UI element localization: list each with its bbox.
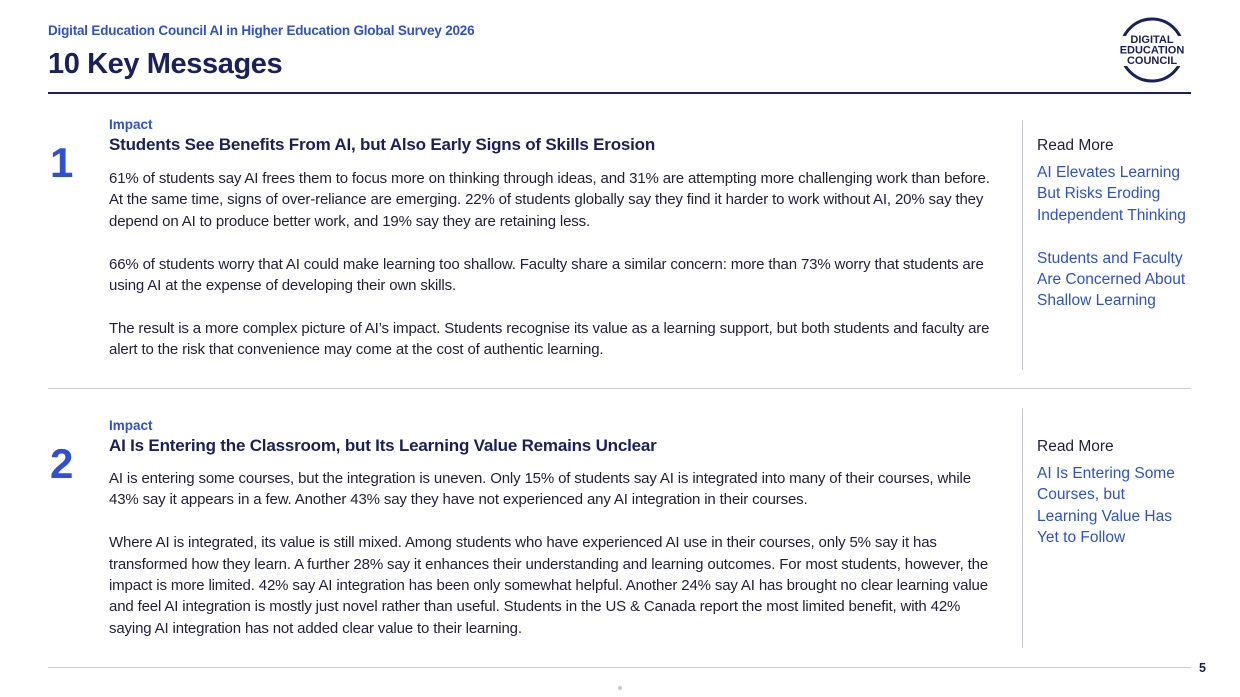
read-more-label: Read More xyxy=(1037,137,1114,154)
read-more-link[interactable]: AI Elevates Learning But Risks Eroding Independent Thinking xyxy=(1037,164,1186,224)
digital-education-council-logo xyxy=(1114,16,1190,84)
survey-title: Digital Education Council AI in Higher Education Global Survey 2026 xyxy=(48,23,475,38)
svg-text:DIGITAL: DIGITAL xyxy=(1130,34,1174,46)
body-paragraph: 61% of students say AI frees them to focus more on thinking through ideas, and 31% are attempting more challenging work than before. At the same time, signs of over-reliance are emerging. 22% of students globally say they find it harder to work without AI, 20% say they depend on AI to produce better work, and 19% say they are retaining less. xyxy=(109,170,990,230)
svg-text:EDUCATION: EDUCATION xyxy=(1119,44,1185,57)
body-paragraph: 66% of students worry that AI could make learning too shallow. Faculty share a similar concern: more than 73% worry that students are using AI at the expense of developing their own skills. xyxy=(109,255,984,295)
body-paragraph: Where AI is integrated, its value is still mixed. Among students who have experienced AI use in their courses, only 5% say it has transformed how they learn. A further 28% say it enhances their understanding and learning outcomes. For most students, however, the impact is more limited. 42% say AI integration has been only somewhat helpful. Another 24% say AI has brought no clear learning value and feel AI integration is mostly just novel rather than useful. Students in the US & Canada report the most limited benefit, with 42% saying AI integration has not added clear value to their learning. xyxy=(109,534,989,637)
section-divider xyxy=(48,388,1191,389)
section-eyebrow: Impact xyxy=(109,117,153,132)
section-body xyxy=(109,468,1004,639)
section-number: 1 xyxy=(50,139,74,186)
read-more-links xyxy=(1037,162,1187,312)
svg-text:COUNCIL: COUNCIL xyxy=(1126,55,1178,67)
page-indicator-dot xyxy=(618,686,622,690)
section-heading: Students See Benefits From AI, but Also Early Signs of Skills Erosion xyxy=(109,135,656,154)
sidebar-divider xyxy=(1022,120,1023,370)
body-paragraph: AI is entering some courses, but the integration is uneven. Only 15% of students say AI is integrated into many of their courses, while 43% say it appears in a few. Another 43% say they have not experienced any AI integration in their courses. xyxy=(109,470,971,509)
footer-divider xyxy=(48,667,1191,668)
read-more-label: Read More xyxy=(1037,438,1114,455)
read-more-link[interactable]: AI Is Entering Some Courses, but Learning Value Has Yet to Follow xyxy=(1037,465,1175,547)
section-eyebrow: Impact xyxy=(109,418,153,433)
section-body xyxy=(109,168,1004,361)
read-more-link[interactable]: Students and Faculty Are Concerned About Shallow Learning xyxy=(1037,249,1186,310)
sidebar-divider xyxy=(1022,408,1023,648)
page-title: 10 Key Messages xyxy=(48,48,283,80)
header-divider xyxy=(48,92,1191,94)
section-heading: AI Is Entering the Classroom, but Its Learning Value Remains Unclear xyxy=(109,436,657,455)
read-more-links xyxy=(1037,463,1187,549)
section-number: 2 xyxy=(50,440,74,487)
page-number: 5 xyxy=(1199,661,1206,675)
body-paragraph: The result is a more complex picture of AI’s impact. Students recognise its value as a learning support, but both students and faculty are alert to the risk that convenience may come at the cost of authentic learning. xyxy=(109,319,990,359)
